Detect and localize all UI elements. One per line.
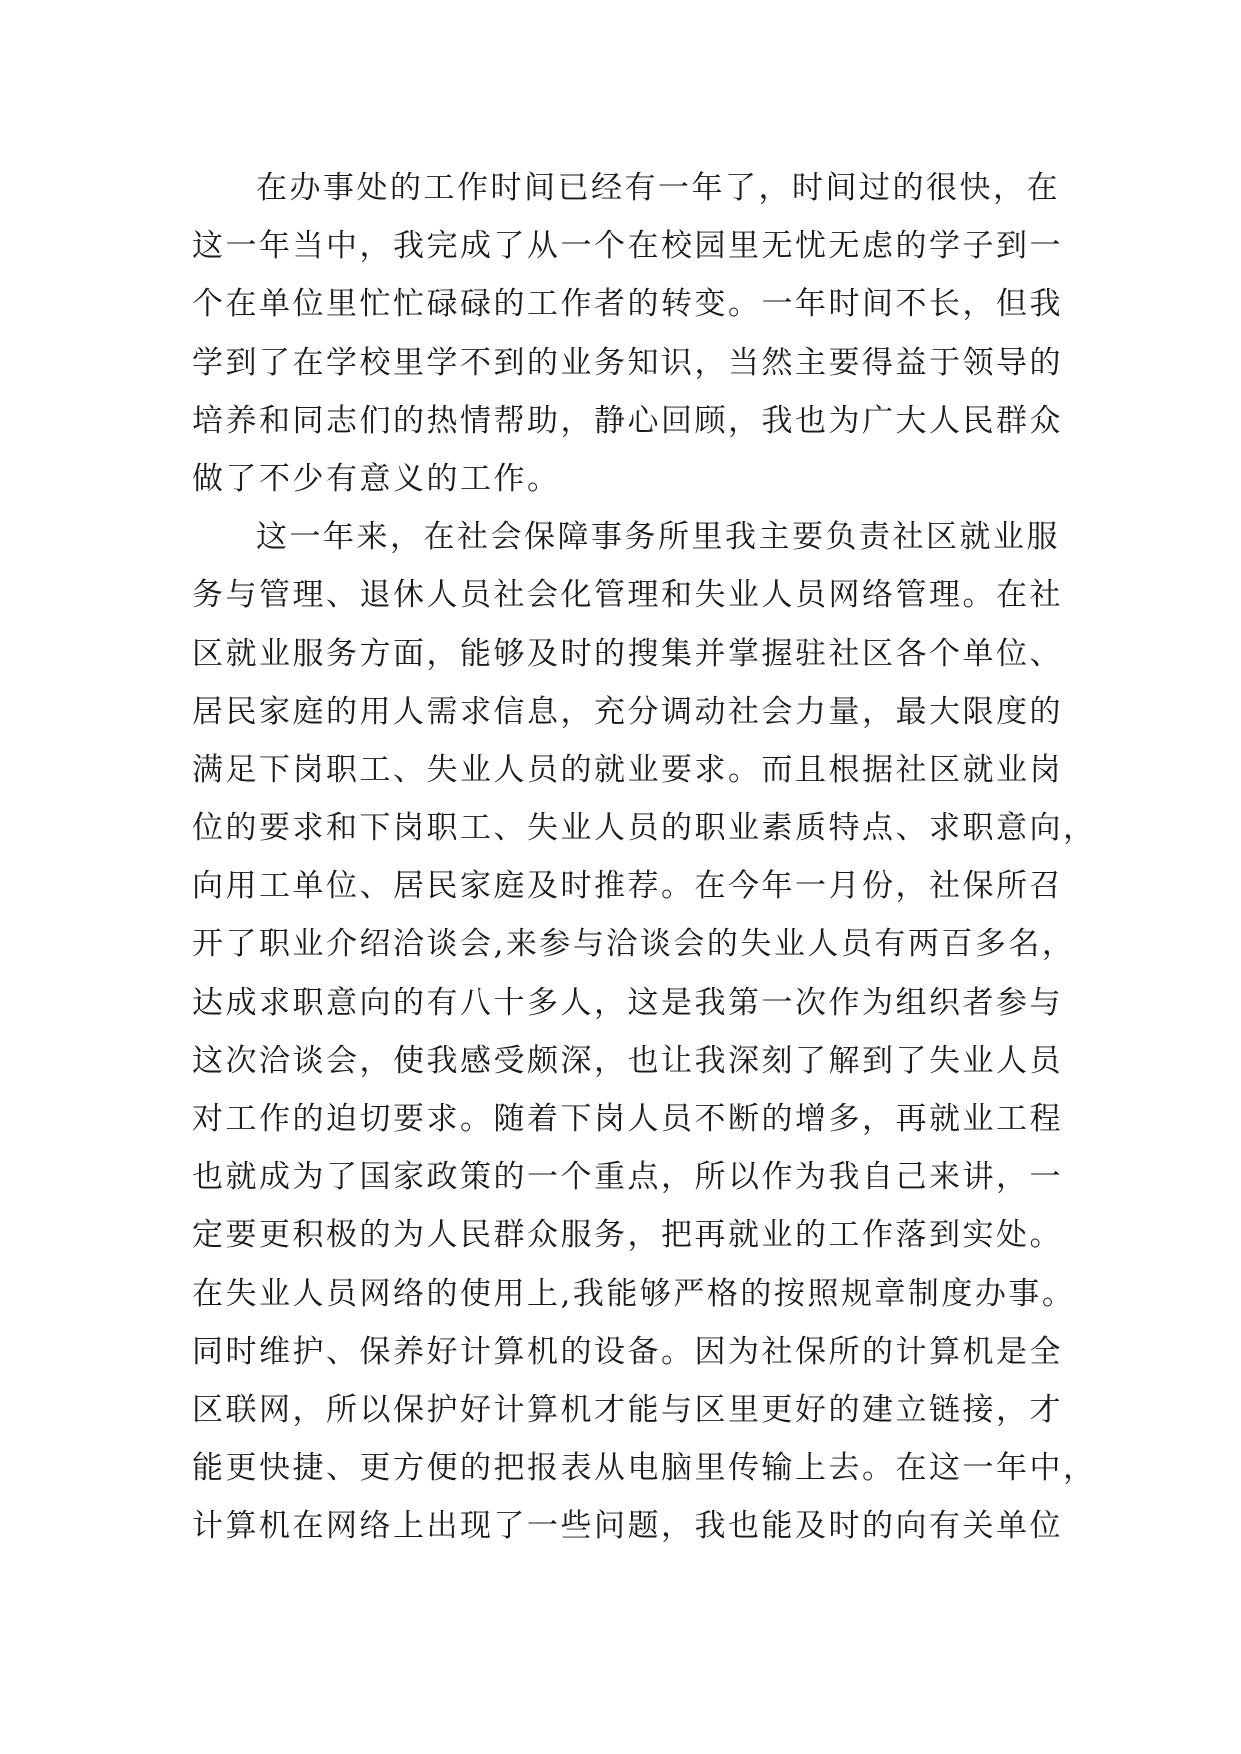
paragraph-line: 对工作的迫切要求。随着下岗人员不断的增多，再就业工程 (192, 1101, 1063, 1137)
paragraph-line: 计算机在网络上出现了一些问题，我也能及时的向有关单位 (192, 1508, 1063, 1545)
paragraph-line: 个在单位里忙忙碌碌的工作者的转变。一年时间不长，但我 (192, 286, 1063, 323)
paragraph-line: 学到了在学校里学不到的业务知识，当然主要得益于领导的 (192, 344, 1063, 381)
paragraph-line: 位的要求和下岗职工、失业人员的职业素质特点、求职意向， (192, 810, 1097, 847)
paragraph-line: 达成求职意向的有八十多人，这是我第一次作为组织者参与 (192, 984, 1063, 1021)
paragraph-line: 在失业人员网络的使用上,我能够严格的按照规章制度办事。 (192, 1275, 1076, 1312)
paragraph-line: 向用工单位、居民家庭及时推荐。在今年一月份，社保所召 (192, 868, 1063, 905)
paragraph-line: 能更快捷、更方便的把报表从电脑里传输上去。在这一年中， (192, 1450, 1097, 1487)
paragraph-line: 培养和同志们的热情帮助，静心回顾，我也为广大人民群众 (192, 402, 1063, 439)
paragraph-line: 在办事处的工作时间已经有一年了，时间过的很快，在 (256, 170, 1060, 206)
paragraph-line: 这一年来，在社会保障事务所里我主要负责社区就业服 (256, 519, 1060, 556)
paragraph-line: 区联网，所以保护好计算机才能与区里更好的建立链接，才 (192, 1391, 1063, 1428)
paragraph-line: 也就成为了国家政策的一个重点，所以作为我自己来讲，一 (192, 1159, 1063, 1196)
paragraph-line: 满足下岗职工、失业人员的就业要求。而且根据社区就业岗 (192, 751, 1063, 788)
paragraph-2 (192, 508, 1097, 1555)
paragraph-line: 区就业服务方面，能够及时的搜集并掌握驻社区各个单位、 (192, 635, 1063, 672)
paragraph-line: 开了职业介绍洽谈会,来参与洽谈会的失业人员有两百多名， (192, 926, 1076, 963)
paragraph-line: 居民家庭的用人需求信息，充分调动社会力量，最大限度的 (192, 693, 1063, 730)
paragraph-line: 同时维护、保养好计算机的设备。因为社保所的计算机是全 (192, 1333, 1063, 1370)
paragraph-line: 定要更积极的为人民群众服务，把再就业的工作落到实处。 (192, 1217, 1063, 1254)
paragraph-line: 做了不少有意义的工作。 (192, 460, 561, 497)
paragraph-1 (192, 159, 1063, 508)
paragraph-line: 这次洽谈会，使我感受颇深，也让我深刻了解到了失业人员 (192, 1042, 1063, 1079)
paragraph-line: 这一年当中，我完成了从一个在校园里无忧无虑的学子到一 (192, 228, 1063, 265)
paragraph-line: 务与管理、退休人员社会化管理和失业人员网络管理。在社 (192, 577, 1063, 614)
document-body (192, 159, 1097, 1556)
